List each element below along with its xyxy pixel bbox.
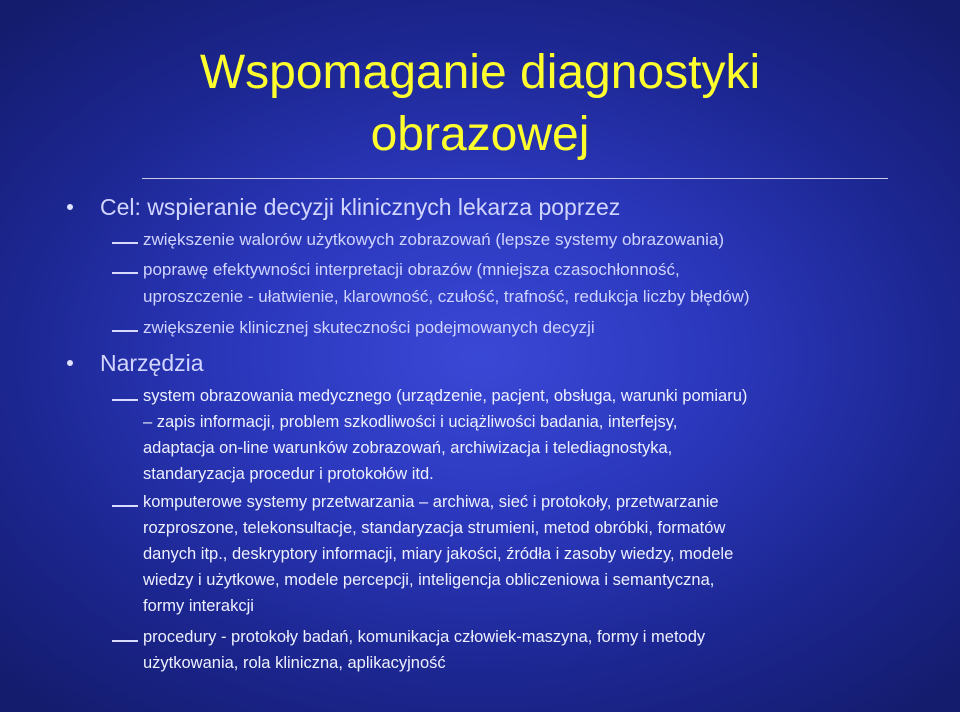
tools-item-2-line-4: wiedzy i użytkowe, modele percepcji, inteligencja obliczeniowa i semantyczna, (143, 571, 715, 589)
goal-heading: Cel: wspieranie decyzji klinicznych lekarza poprzez (100, 194, 621, 220)
tools-item-3-line-1: procedury - protokoły badań, komunikacja człowiek-maszyna, formy i metody (143, 628, 706, 646)
dash-icon (112, 505, 138, 507)
dash-icon (112, 640, 138, 642)
tools-heading: Narzędzia (100, 350, 204, 376)
goal-item-1-line-1: zwiększenie walorów użytkowych zobrazowań (lepsze systemy obrazowania) (143, 230, 725, 249)
goal-item-3-line-1: zwiększenie klinicznej skuteczności podejmowanych decyzji (143, 318, 595, 337)
bullet-dot-icon (67, 204, 73, 210)
tools-item-2-line-1: komputerowe systemy przetwarzania – archiwa, sieć i protokoły, przetwarzanie (143, 493, 719, 511)
title-line-1: Wspomaganie diagnostyki (199, 46, 761, 99)
tools-item-3-line-2: użytkowania, rola kliniczna, aplikacyjność (143, 654, 446, 672)
tools-item-1-line-3: adaptacja on-line warunków zobrazowań, archiwizacja i telediagnostyka, (143, 439, 673, 457)
dash-icon (112, 272, 138, 274)
dash-icon (112, 330, 138, 332)
goal-item-2-line-2: uproszczenie - ułatwienie, klarowność, czułość, trafność, redukcja liczby błędów) (143, 287, 750, 306)
tools-item-1-line-1: system obrazowania medycznego (urządzenie, pacjent, obsługa, warunki pomiaru) (143, 387, 748, 405)
bullet-dot-icon (67, 360, 73, 366)
tools-item-2-line-3: danych itp., deskryptory informacji, miary jakości, źródła i zasoby wiedzy, modele (143, 545, 734, 563)
tools-item-1-line-2: – zapis informacji, problem szkodliwości i uciążliwości badania, interfejsy, (143, 413, 678, 431)
title-line-2: obrazowej (370, 108, 590, 161)
tools-item-1-line-4: standaryzacja procedur i protokołów itd. (143, 465, 434, 483)
dash-icon (112, 242, 138, 244)
slide-title (80, 42, 880, 166)
goal-item-2-line-1: poprawę efektywności interpretacji obrazów (mniejsza czasochłonność, (143, 260, 680, 279)
title-divider (142, 178, 888, 179)
dash-icon (112, 399, 138, 401)
tools-item-2-line-5: formy interakcji (143, 597, 254, 615)
tools-item-2-line-2: rozproszone, telekonsultacje, standaryzacja strumieni, metod obróbki, formatów (143, 519, 726, 537)
